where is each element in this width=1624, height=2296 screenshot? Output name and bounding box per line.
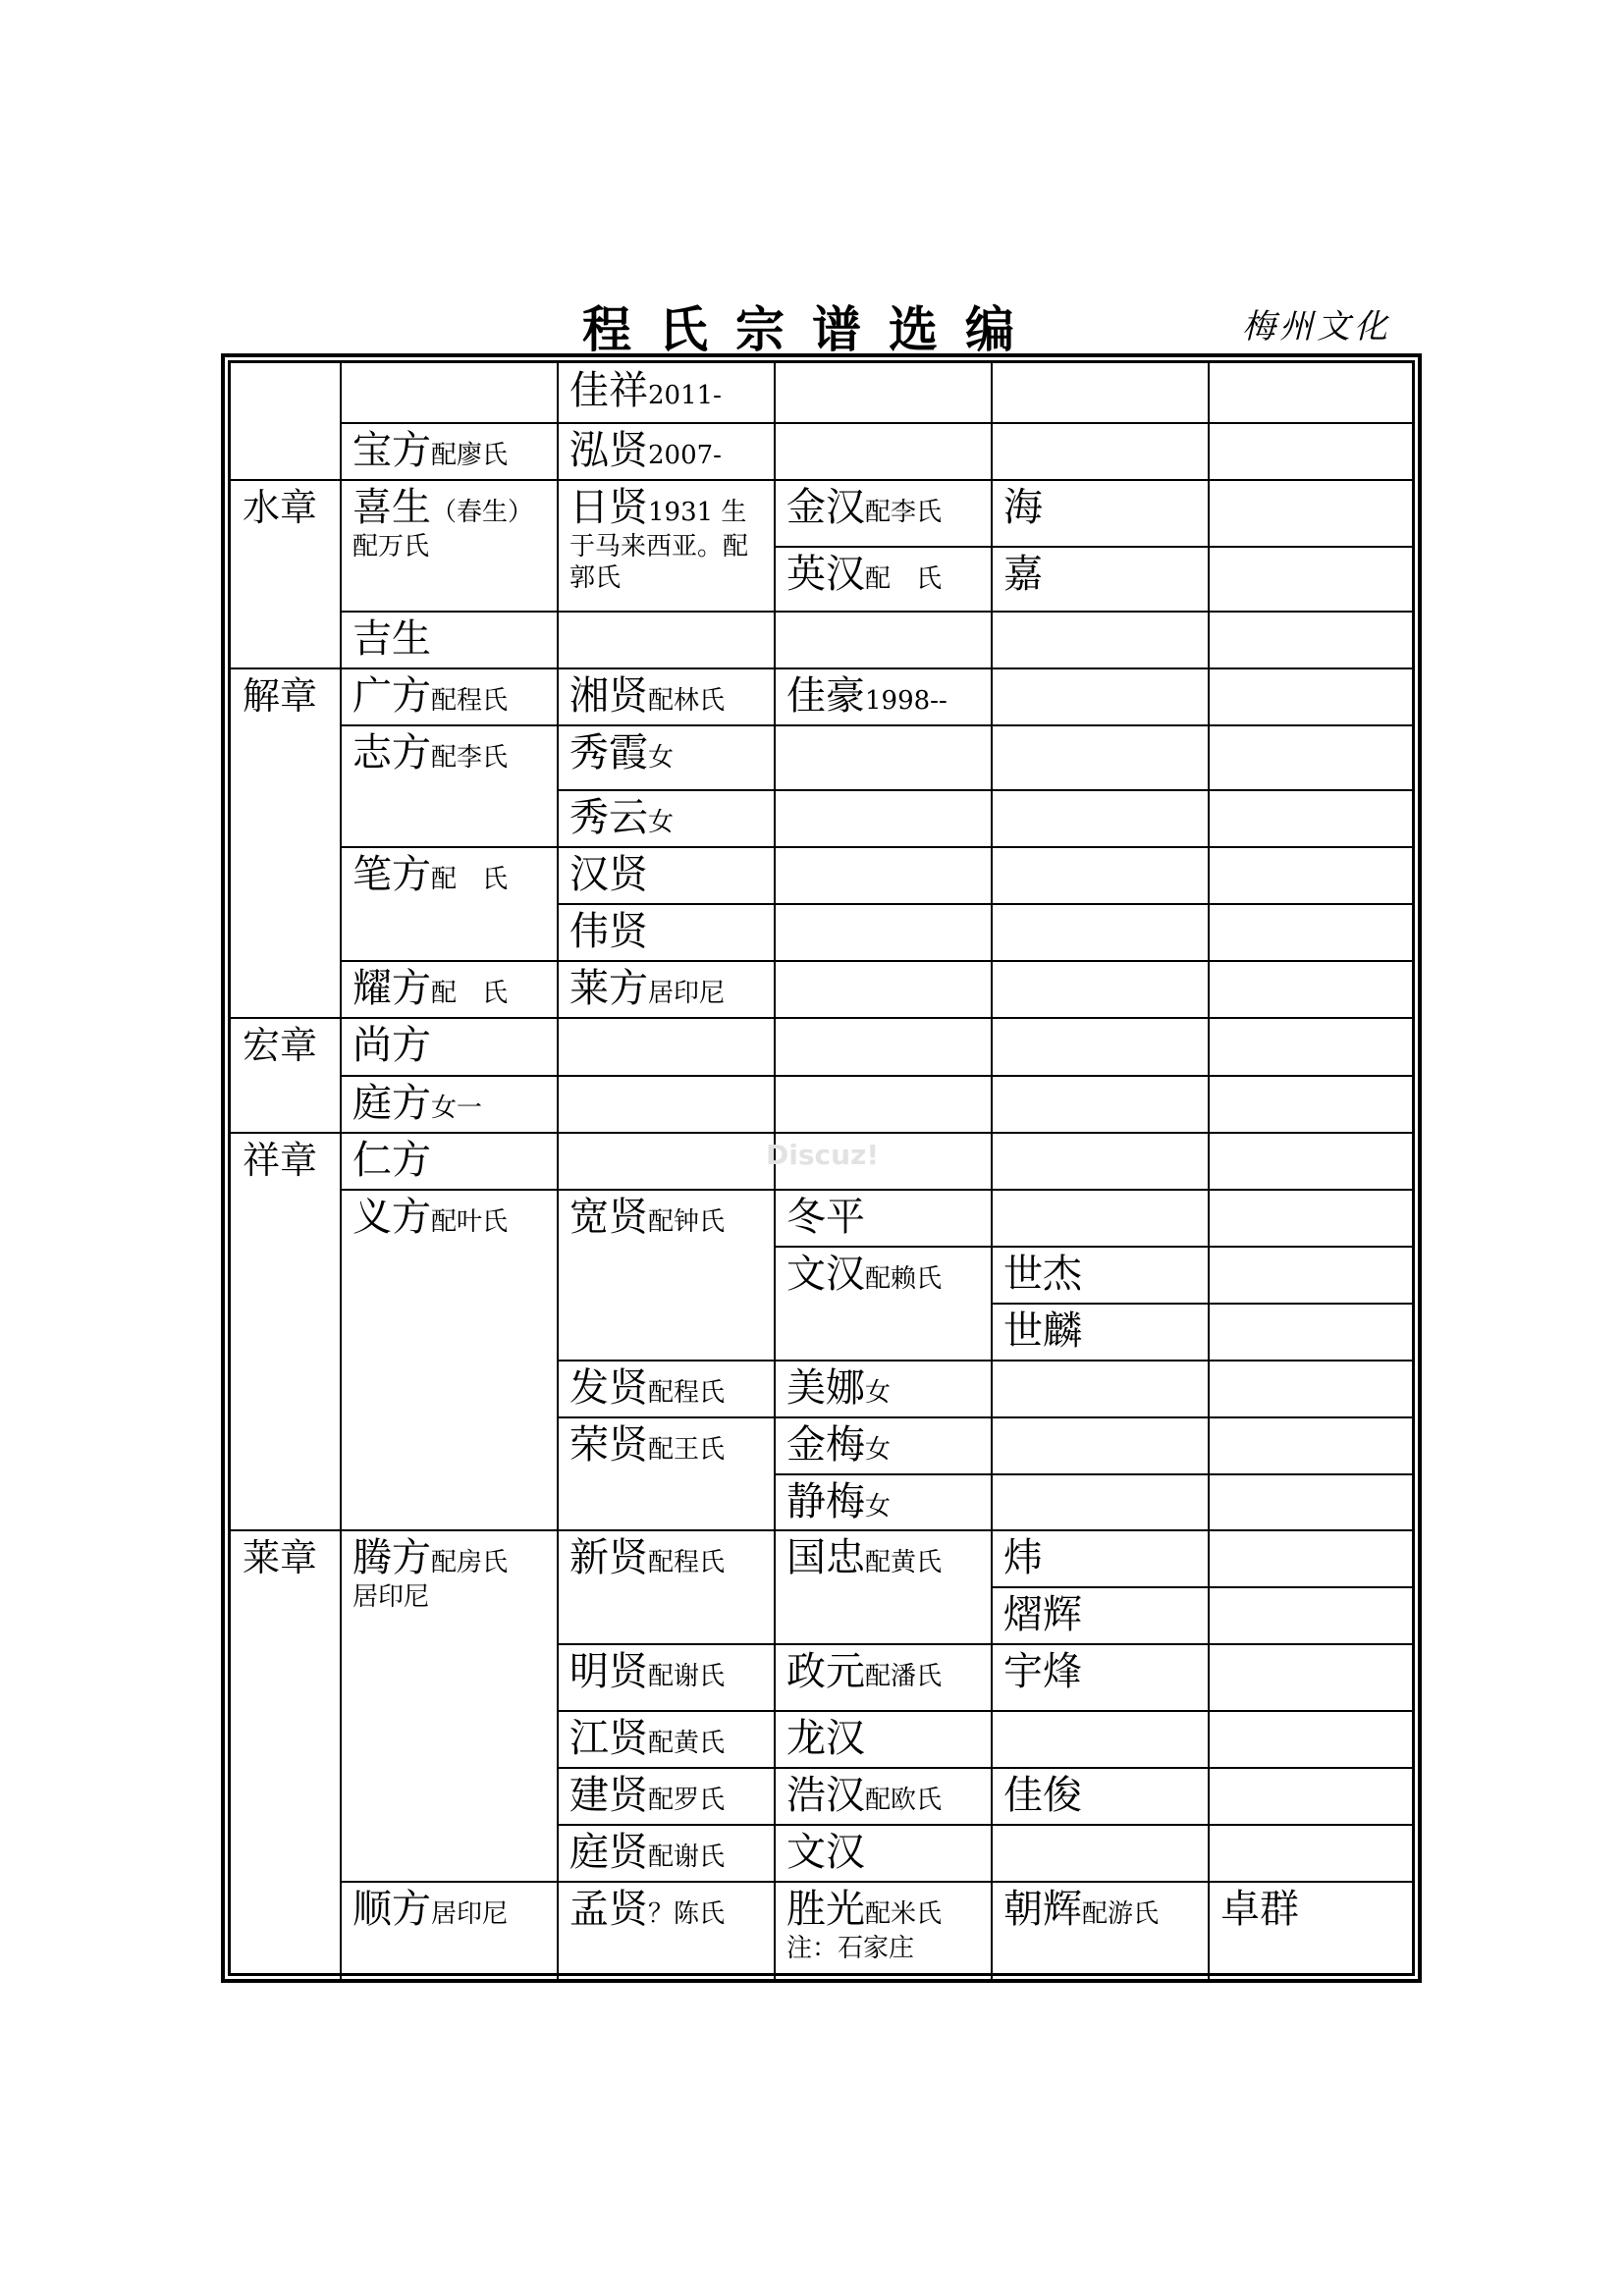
table-cell	[341, 1530, 558, 1882]
person-note: 配游氏	[1082, 1899, 1160, 1929]
person-name: 泓贤	[569, 428, 648, 473]
person-line	[786, 1421, 984, 1468]
person-name: 建贤	[569, 1773, 648, 1818]
person-name: 义方	[352, 1195, 431, 1240]
table-rule	[992, 1075, 1209, 1077]
branch-name: 水章	[243, 486, 318, 529]
person-note: 女	[648, 743, 675, 773]
person-note: 居印尼	[431, 1899, 509, 1929]
person-subnote: 注：石家庄	[786, 1934, 915, 1963]
person-line	[569, 1648, 767, 1695]
person-line	[1003, 484, 1201, 531]
table-rule	[992, 903, 1209, 905]
table-cell	[558, 1530, 775, 1644]
person-line	[352, 1022, 550, 1069]
table-rule	[992, 422, 1209, 424]
person-name: 日贤	[569, 485, 648, 530]
person-note: 配林氏	[648, 686, 726, 716]
person-note: 女	[865, 1435, 892, 1465]
person-line	[786, 1648, 984, 1695]
person-name: 志方	[352, 730, 431, 775]
person-name: 朝辉	[1003, 1887, 1082, 1932]
table-cell	[341, 668, 558, 725]
table-cell	[775, 1825, 992, 1882]
table-rule	[1209, 1189, 1412, 1191]
person-line	[1220, 1886, 1404, 1933]
person-note: 配 氏	[865, 564, 943, 594]
table-cell	[775, 1644, 992, 1711]
table-rule	[1209, 1246, 1412, 1248]
person-line	[786, 484, 984, 531]
person-line	[569, 427, 767, 474]
person-note: 女	[648, 808, 675, 837]
person-line	[352, 484, 550, 531]
person-line	[786, 1478, 984, 1525]
person-name: 卓群	[1220, 1887, 1299, 1932]
table-rule	[1209, 1824, 1412, 1826]
person-name: 耀方	[352, 966, 431, 1011]
table-cell	[231, 480, 341, 668]
person-line	[569, 851, 767, 898]
table-rule	[992, 724, 1209, 726]
person-note: 女	[865, 1378, 892, 1408]
person-name: 江贤	[569, 1716, 648, 1761]
table-rule	[1209, 1360, 1412, 1362]
person-name: 文汉	[786, 1830, 865, 1875]
table-cell	[775, 480, 992, 547]
table-rule	[558, 1132, 775, 1134]
table-rule	[1209, 789, 1412, 791]
table-rule	[992, 789, 1209, 791]
person-name: 佳祥	[569, 368, 648, 413]
person-note: 配程氏	[648, 1378, 726, 1408]
table-rule	[1209, 1017, 1412, 1019]
table-cell	[558, 961, 775, 1018]
person-subnote: 居印尼	[352, 1582, 430, 1612]
person-name: 尚方	[352, 1023, 431, 1068]
person-name: 国忠	[786, 1535, 865, 1580]
person-note: 配潘氏	[865, 1662, 943, 1691]
table-cell	[992, 547, 1209, 612]
table-rule	[1209, 1586, 1412, 1588]
branch-name: 解章	[243, 674, 318, 718]
person-line	[352, 615, 550, 663]
table-cell	[992, 1587, 1209, 1644]
table-cell	[992, 1882, 1209, 1979]
person-line	[569, 672, 767, 720]
table-cell	[341, 1882, 558, 1979]
table-cell	[775, 1768, 992, 1825]
person-line	[786, 1886, 984, 1933]
person-name: 仁方	[352, 1138, 431, 1183]
person-note: 居印尼	[648, 979, 726, 1008]
table-cell	[341, 1190, 558, 1530]
person-note: 配黄氏	[865, 1548, 943, 1577]
person-name: 湘贤	[569, 673, 648, 719]
person-line	[786, 1251, 984, 1298]
person-line	[569, 1534, 767, 1581]
person-name: 文汉	[786, 1252, 865, 1297]
table-rule	[1209, 422, 1412, 424]
person-note: 2011-	[648, 381, 722, 410]
table-cell	[558, 423, 775, 480]
person-note: 配罗氏	[648, 1786, 726, 1815]
person-line	[352, 1137, 550, 1184]
table-rule	[1209, 903, 1412, 905]
person-name: 嘉	[1003, 552, 1043, 597]
table-cell	[558, 668, 775, 725]
person-line	[569, 367, 767, 414]
person-note: 配程氏	[648, 1548, 726, 1577]
table-cell	[558, 1361, 775, 1417]
person-note: 配赖氏	[865, 1264, 943, 1294]
table-cell	[558, 1417, 775, 1530]
table-rule	[558, 1075, 775, 1077]
person-line	[352, 1080, 550, 1127]
person-name: 汉贤	[569, 852, 648, 897]
table-rule	[1209, 1529, 1412, 1531]
table-cell	[341, 480, 558, 612]
table-cell	[341, 725, 558, 847]
person-line	[352, 1886, 550, 1933]
branch-name: 宏章	[243, 1024, 318, 1067]
table-cell	[775, 1361, 992, 1417]
table-rule	[1209, 1132, 1412, 1134]
person-line	[352, 965, 550, 1012]
table-rule	[1209, 1075, 1412, 1077]
person-name: 海	[1003, 485, 1043, 530]
table-cell	[558, 1825, 775, 1882]
table-cell	[775, 1711, 992, 1768]
person-name: 庭贤	[569, 1830, 648, 1875]
person-line	[1003, 551, 1201, 598]
person-line	[352, 1194, 550, 1241]
page-title: 程氏宗谱选编	[582, 300, 1042, 358]
person-name: 美娜	[786, 1365, 865, 1411]
person-name: 胜光	[786, 1887, 865, 1932]
table-cell	[231, 668, 341, 1018]
person-name: 炜	[1003, 1535, 1043, 1580]
table-rule	[992, 1132, 1209, 1134]
table-rule	[775, 422, 992, 424]
table-cell	[231, 1530, 341, 1979]
person-line	[569, 794, 767, 841]
person-name: 广方	[352, 673, 431, 719]
person-line	[569, 1194, 767, 1241]
person-name: 静梅	[786, 1479, 865, 1524]
table-rule	[992, 667, 1209, 669]
person-note: 配谢氏	[648, 1842, 726, 1872]
person-note: 配廖氏	[431, 441, 509, 470]
person-name: 熠辉	[1003, 1592, 1082, 1637]
person-line	[1003, 1886, 1201, 1933]
table-rule	[1209, 960, 1412, 962]
person-line	[569, 908, 767, 955]
person-line	[1003, 1534, 1201, 1581]
person-name: 龙汉	[786, 1716, 865, 1761]
table-cell	[558, 1882, 775, 1979]
person-name: 吉生	[352, 616, 431, 662]
table-rule	[1209, 611, 1412, 613]
person-line	[1003, 1591, 1201, 1638]
table-cell	[558, 1768, 775, 1825]
person-name: 浩汉	[786, 1773, 865, 1818]
person-line	[1003, 1772, 1201, 1819]
table-cell	[992, 1768, 1209, 1825]
table-cell	[775, 1417, 992, 1474]
person-line	[569, 729, 767, 776]
table-rule	[992, 846, 1209, 848]
table-cell	[341, 1018, 558, 1076]
table-rule	[775, 1017, 992, 1019]
person-name: 佳豪	[786, 673, 865, 719]
table-rule	[1209, 1767, 1412, 1769]
table-cell	[992, 1530, 1209, 1587]
person-note: 配王氏	[648, 1435, 726, 1465]
table-rule	[1209, 667, 1412, 669]
person-name: 伟贤	[569, 909, 648, 954]
person-name: 明贤	[569, 1649, 648, 1694]
person-line	[569, 1772, 767, 1819]
person-line	[352, 851, 550, 898]
table-cell	[341, 1133, 558, 1190]
person-note: 2007-	[648, 441, 722, 470]
table-rule	[992, 960, 1209, 962]
person-note: 女一	[431, 1094, 483, 1123]
person-note: 配 氏	[431, 865, 509, 894]
table-cell	[992, 480, 1209, 547]
table-rule	[1209, 724, 1412, 726]
table-cell	[775, 1530, 992, 1644]
table-rule	[775, 1132, 992, 1134]
table-rule	[992, 1017, 1209, 1019]
person-line	[352, 427, 550, 474]
person-line	[352, 1534, 550, 1581]
person-name: 政元	[786, 1649, 865, 1694]
person-line	[569, 965, 767, 1012]
person-line	[569, 1886, 767, 1933]
person-name: 英汉	[786, 552, 865, 597]
person-note: 配叶氏	[431, 1207, 509, 1237]
person-name: 世麟	[1003, 1308, 1082, 1354]
table-rule	[775, 789, 992, 791]
person-name: 笔方	[352, 852, 431, 897]
person-note: 配黄氏	[648, 1729, 726, 1758]
table-rule	[1209, 1416, 1412, 1418]
person-note: 配程氏	[431, 686, 509, 716]
person-name: 荣贤	[569, 1422, 648, 1468]
person-line	[569, 1364, 767, 1412]
person-line	[569, 1421, 767, 1468]
table-cell	[558, 363, 775, 423]
person-name: 金梅	[786, 1422, 865, 1468]
table-rule	[992, 1473, 1209, 1475]
table-rule	[992, 1416, 1209, 1418]
person-note: 1931 生	[648, 498, 747, 527]
table-cell	[558, 904, 775, 961]
person-note: 配房氏	[431, 1548, 509, 1577]
table-cell	[558, 1190, 775, 1361]
person-name: 宇烽	[1003, 1649, 1082, 1694]
person-note: 配李氏	[865, 498, 943, 527]
person-line	[786, 1715, 984, 1762]
table-rule	[1209, 479, 1412, 481]
table-cell	[341, 1076, 558, 1133]
person-note: ？陈氏	[648, 1899, 726, 1929]
person-name: 宽贤	[569, 1195, 648, 1240]
table-rule	[775, 960, 992, 962]
person-note: （春生）	[431, 498, 534, 527]
table-cell	[558, 480, 775, 612]
table-cell	[341, 612, 558, 668]
person-name: 佳俊	[1003, 1773, 1082, 1818]
person-subnote: 于马来西亚。配郭氏	[569, 532, 749, 593]
person-name: 喜生	[352, 485, 431, 530]
table-rule	[1209, 846, 1412, 848]
person-line	[786, 1364, 984, 1412]
person-note: 1998--	[865, 686, 947, 716]
person-line	[1003, 1251, 1201, 1298]
person-line	[569, 484, 767, 531]
table-cell	[231, 1018, 341, 1133]
person-name: 顺方	[352, 1887, 431, 1932]
table-cell	[558, 1644, 775, 1711]
table-rule	[992, 1189, 1209, 1191]
person-name: 秀霞	[569, 730, 648, 775]
person-name: 腾方	[352, 1535, 431, 1580]
brand-label: 梅州文化	[1242, 307, 1391, 347]
person-subnote: 配万氏	[352, 532, 430, 561]
person-line	[352, 672, 550, 720]
table-rule	[1209, 1710, 1412, 1712]
table-cell	[558, 847, 775, 904]
person-name: 金汉	[786, 485, 865, 530]
person-line	[1003, 1308, 1201, 1355]
watermark: Discuz!	[766, 1139, 880, 1171]
person-name: 孟贤	[569, 1887, 648, 1932]
table-cell	[558, 725, 775, 790]
table-cell	[558, 790, 775, 847]
person-note: 配李氏	[431, 743, 509, 773]
person-line	[786, 551, 984, 598]
table-cell	[558, 1711, 775, 1768]
table-cell	[992, 1644, 1209, 1711]
branch-name: 祥章	[243, 1139, 318, 1182]
table-cell	[341, 847, 558, 961]
person-line	[569, 1829, 767, 1876]
person-note: 配谢氏	[648, 1662, 726, 1691]
table-cell	[992, 1304, 1209, 1361]
person-line	[786, 1534, 984, 1581]
person-name: 莱方	[569, 966, 648, 1011]
table-cell	[992, 1247, 1209, 1304]
person-name: 庭方	[352, 1081, 431, 1126]
branch-name: 莱章	[243, 1536, 318, 1579]
person-line	[1003, 1648, 1201, 1695]
table-cell	[775, 1882, 992, 1979]
table-rule	[775, 846, 992, 848]
table-cell	[231, 1133, 341, 1530]
table-cell	[775, 1190, 992, 1247]
person-note: 配 氏	[431, 979, 509, 1008]
person-note: 配钟氏	[648, 1207, 726, 1237]
person-note: 配欧氏	[865, 1786, 943, 1815]
table-cell	[775, 1474, 992, 1530]
table-rule	[1209, 546, 1412, 548]
person-line	[352, 729, 550, 776]
person-name: 宝方	[352, 428, 431, 473]
table-rule	[775, 1075, 992, 1077]
table-cell	[775, 1247, 992, 1361]
table-rule	[1209, 1473, 1412, 1475]
person-line	[569, 1715, 767, 1762]
table-rule	[775, 903, 992, 905]
person-line	[786, 672, 984, 720]
table-cell	[775, 668, 992, 725]
table-cell	[1209, 1882, 1412, 1979]
table-cell	[775, 547, 992, 612]
person-name: 新贤	[569, 1535, 648, 1580]
person-note: 配米氏	[865, 1899, 943, 1929]
table-cell	[341, 423, 558, 480]
table-rule	[1209, 1303, 1412, 1305]
person-line	[786, 1194, 984, 1241]
person-name: 世杰	[1003, 1252, 1082, 1297]
person-note: 女	[865, 1492, 892, 1522]
table-cell	[341, 961, 558, 1018]
person-line	[786, 1829, 984, 1876]
person-name: 发贤	[569, 1365, 648, 1411]
table-rule	[1209, 1643, 1412, 1645]
person-name: 冬平	[786, 1195, 865, 1240]
person-name: 秀云	[569, 795, 648, 840]
person-line	[786, 1772, 984, 1819]
